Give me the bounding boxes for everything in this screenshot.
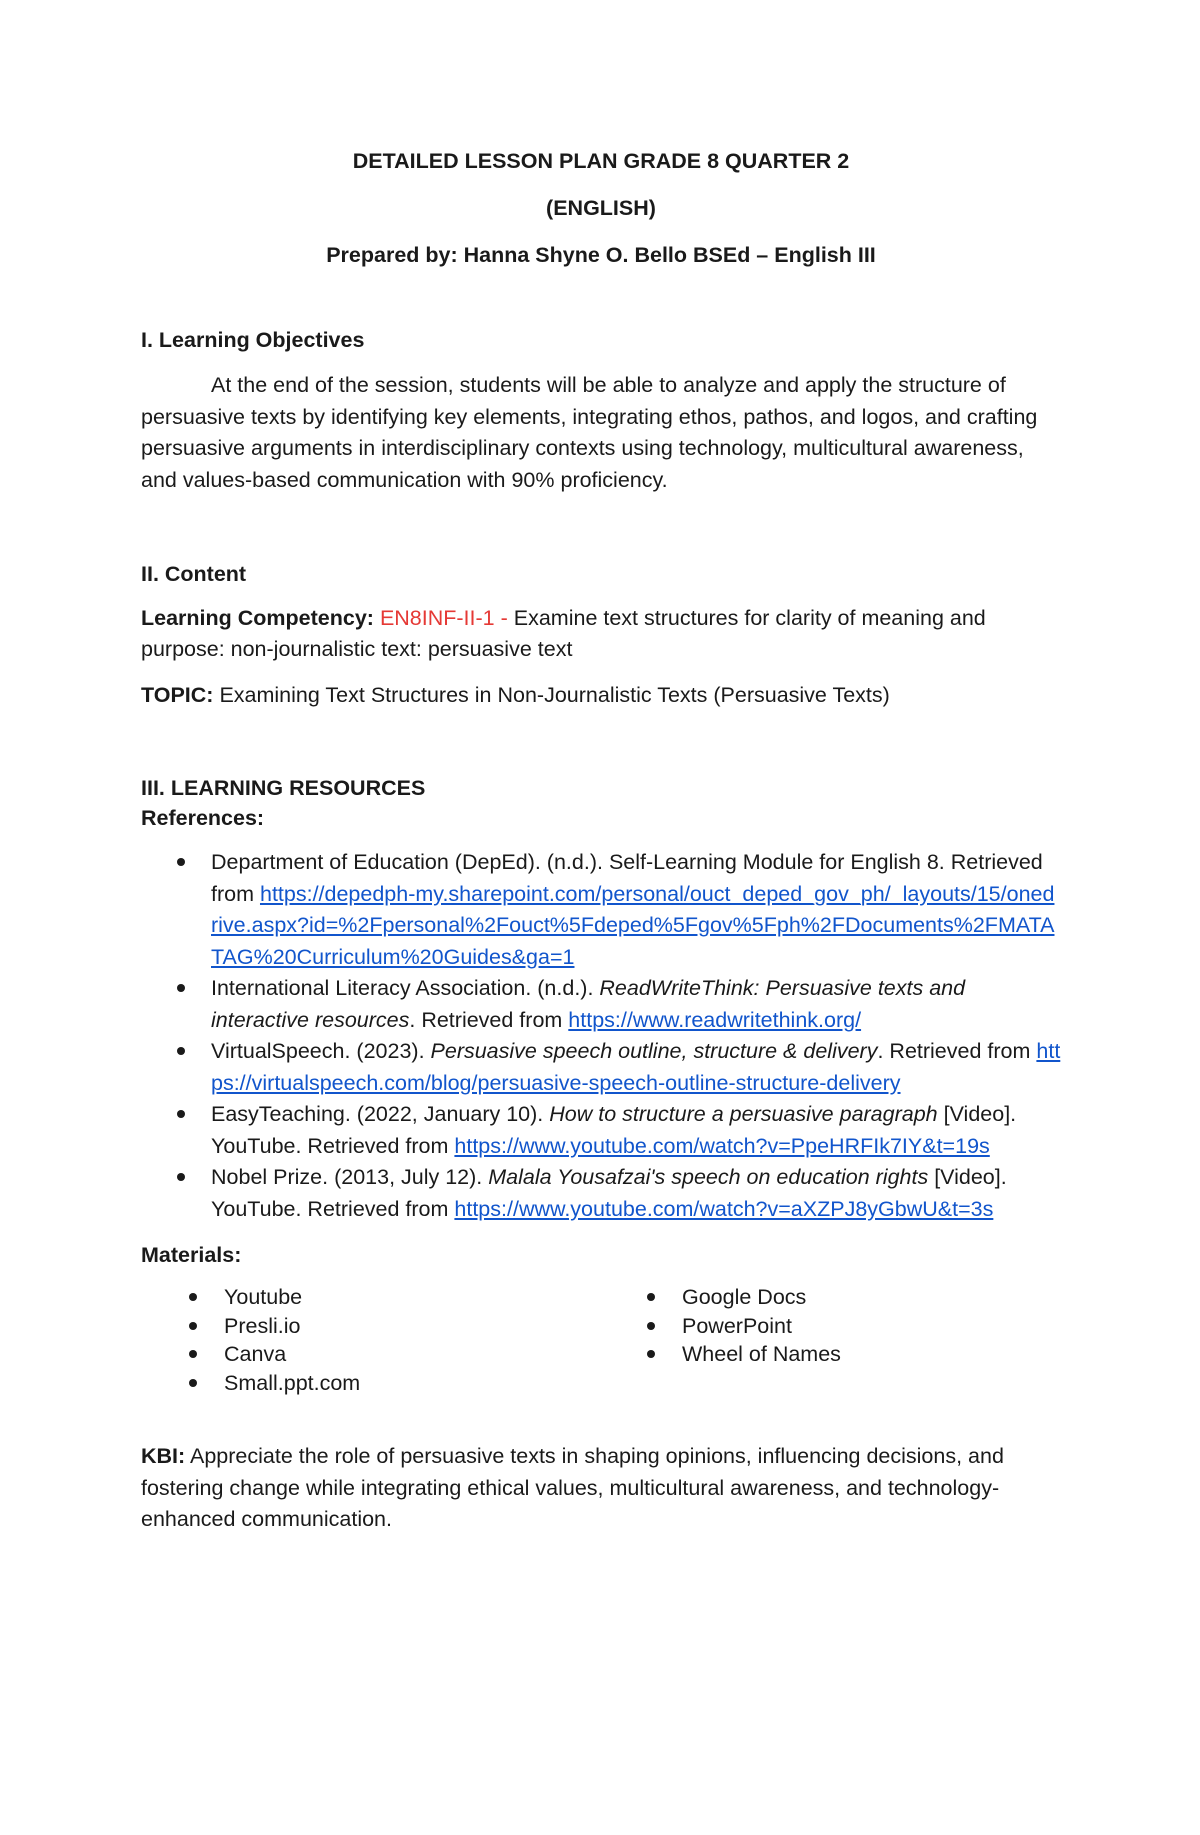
bullet-icon bbox=[177, 1173, 185, 1181]
material-item: Google Docs bbox=[599, 1283, 1057, 1312]
document-title: DETAILED LESSON PLAN GRADE 8 QUARTER 2 bbox=[352, 149, 850, 173]
learning-competency bbox=[141, 603, 1061, 666]
bullet-icon bbox=[647, 1322, 655, 1330]
kbi bbox=[141, 1441, 1061, 1536]
competency-code: EN8INF-II-1 - bbox=[379, 605, 508, 630]
prepared-by: Prepared by: Hanna Shyne O. Bello BSEd – English III bbox=[326, 243, 876, 267]
bullet-icon bbox=[189, 1350, 197, 1358]
reference-link[interactable]: https://www.youtube.com/watch?v=aXZPJ8yGbwU&t=3s bbox=[454, 1196, 994, 1221]
references-label: References: bbox=[141, 806, 265, 830]
material-item: Small.ppt.com bbox=[141, 1369, 599, 1398]
references-list bbox=[141, 847, 1061, 1225]
document-body bbox=[141, 138, 1061, 1536]
objectives-text: At the end of the session, students will be able to analyze and apply the structure of persuasive texts by identifying key elements, integrating ethos, pathos, and logos, and crafting persuasive arguments in interdisciplinary contexts using technology, multicultural awareness, and values-based communication with 90% proficiency. bbox=[141, 373, 1038, 492]
materials-list bbox=[141, 1283, 1061, 1397]
objectives-heading: I. Learning Objectives bbox=[141, 328, 365, 352]
bullet-icon bbox=[647, 1350, 655, 1358]
bullet-icon bbox=[177, 858, 185, 866]
reference-link[interactable]: https://virtualspeech.com/blog/persuasive-speech-outline-structure-delivery bbox=[211, 1039, 1061, 1095]
material-item: Youtube bbox=[141, 1283, 599, 1312]
kbi-text: Appreciate the role of persuasive texts in shaping opinions, influencing decisions, and fostering change while integrating ethical values, multicultural awareness, and technology-enhanced communication. bbox=[141, 1444, 1004, 1532]
topic-label: TOPIC: bbox=[141, 682, 214, 707]
reference-link[interactable]: https://www.youtube.com/watch?v=PpeHRFIk7IY&t=19s bbox=[454, 1133, 990, 1158]
reference-item: VirtualSpeech. (2023). Persuasive speech outline, structure & delivery. Retrieved from https://virtualspeech.com/blog/persuasive-speech-outline-structure-delivery bbox=[141, 1036, 1061, 1099]
material-item: Canva bbox=[141, 1340, 599, 1369]
material-item: PowerPoint bbox=[599, 1312, 1057, 1341]
bullet-icon bbox=[177, 1110, 185, 1118]
materials-column-right bbox=[599, 1283, 1057, 1397]
material-item: Wheel of Names bbox=[599, 1340, 1057, 1369]
materials-column-left bbox=[141, 1283, 599, 1397]
bullet-icon bbox=[177, 984, 185, 992]
bullet-icon bbox=[647, 1293, 655, 1301]
competency-text: Examine text structures for clarity of meaning and purpose: non-journalistic text: persuasive text bbox=[141, 605, 986, 661]
reference-item: EasyTeaching. (2022, January 10). How to structure a persuasive paragraph [Video]. YouTube. Retrieved from https://www.youtube.com/watch?v=PpeHRFIk7IY&t=19s bbox=[141, 1099, 1061, 1162]
document-subject: (ENGLISH) bbox=[546, 196, 656, 220]
material-item: Presli.io bbox=[141, 1312, 599, 1341]
resources-heading: III. LEARNING RESOURCES bbox=[141, 776, 426, 800]
content-heading: II. Content bbox=[141, 562, 247, 587]
competency-label: Learning Competency: bbox=[141, 605, 374, 630]
materials-label: Materials: bbox=[141, 1243, 242, 1267]
bullet-icon bbox=[189, 1322, 197, 1330]
bullet-icon bbox=[189, 1293, 197, 1301]
reference-link[interactable]: https://depedph-my.sharepoint.com/personal/ouct_deped_gov_ph/_layouts/15/onedrive.aspx?id=%2Fpersonal%2Fouct%5Fdeped%5Fgov%5Fph%2FDocuments%2FMATATAG%20Curriculum%20Guides&ga=1 bbox=[211, 881, 1055, 969]
kbi-label: KBI: bbox=[141, 1444, 186, 1469]
reference-item: Department of Education (DepEd). (n.d.). Self-Learning Module for English 8. Retrieved from https://depedph-my.sharepoint.com/personal/ouct_deped_gov_ph/_layouts/15/onedrive.aspx?id=%2Fpersonal%2Fouct%5Fdeped%5Fgov%5Fph%2FDocuments%2FMATATAG%20Curriculum%20Guides&ga=1 bbox=[141, 847, 1061, 973]
reference-item: Nobel Prize. (2013, July 12). Malala Yousafzai's speech on education rights [Video]. YouTube. Retrieved from https://www.youtube.com/watch?v=aXZPJ8yGbwU&t=3s bbox=[141, 1162, 1061, 1225]
reference-link[interactable]: https://www.readwritethink.org/ bbox=[568, 1007, 862, 1032]
topic bbox=[141, 680, 1061, 712]
topic-text: Examining Text Structures in Non-Journalistic Texts (Persuasive Texts) bbox=[219, 682, 890, 707]
bullet-icon bbox=[177, 1047, 185, 1055]
reference-item: International Literacy Association. (n.d.). ReadWriteThink: Persuasive texts and interactive resources. Retrieved from https://www.readwritethink.org/ bbox=[141, 973, 1061, 1036]
bullet-icon bbox=[189, 1379, 197, 1387]
